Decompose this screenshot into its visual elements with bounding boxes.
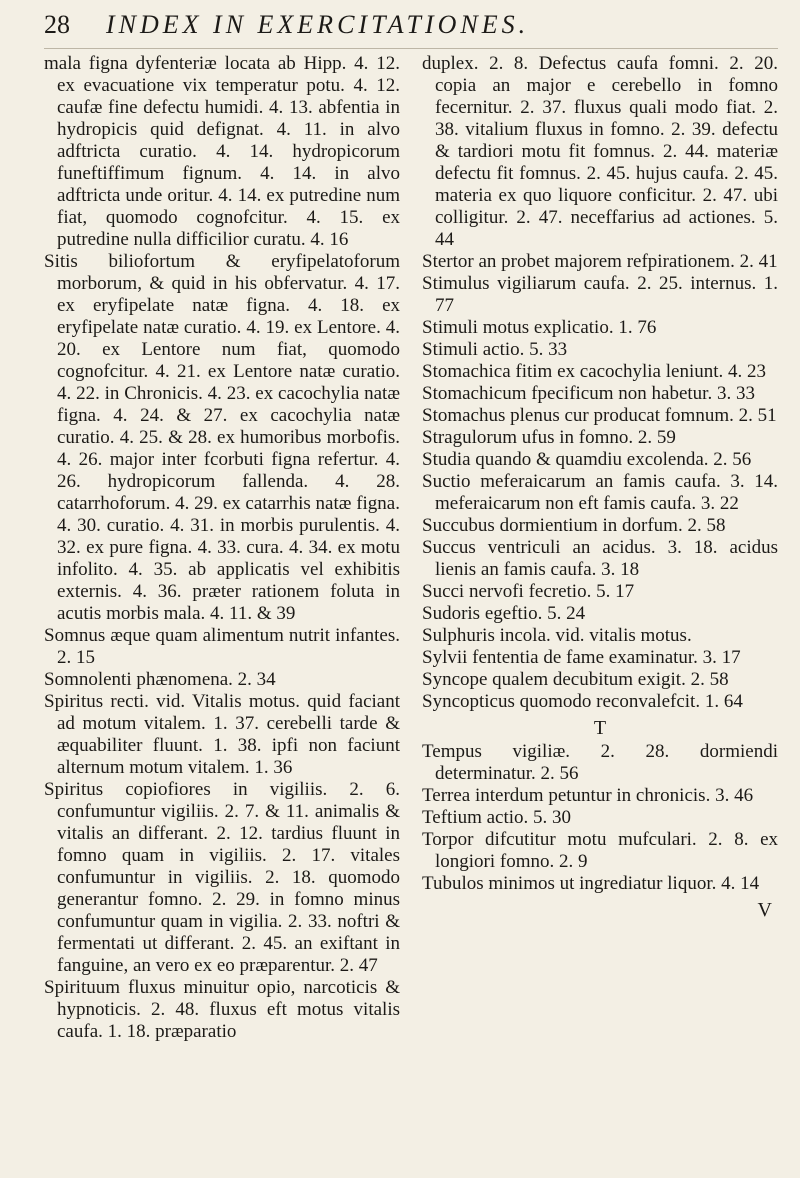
index-entry: Stimuli motus explicatio. 1. 76	[422, 317, 657, 338]
index-entry: Stomachica fitim ex cacochylia leniunt. 4. 23	[422, 361, 767, 382]
index-entry: Sylvii fententia de fame examinatur. 3. 17	[422, 647, 741, 668]
index-entry: Studia quando & quamdiu excolenda. 2. 56	[422, 449, 752, 470]
right-entries-t	[422, 741, 778, 895]
left-column	[44, 53, 400, 1043]
index-entry: Sitis biliofortum & eryfipelatoforum morborum, & quid in his obfervatur. 4. 17. ex eryfipelate natæ figna. 4. 18. ex eryfipelate natæ curatio. 4. 19. ex Lentore. 4. 20. ex Lentore num fiat, quomodo cognofcitur. 4. 21. ex Lentore natæ curatio. 4. 22. in Chronicis. 4. 23. ex cacochylia natæ figna. 4. 24. & 27. ex cacochylia natæ curatio. 4. 25. & 28. ex humoribus morbofis. 4. 26. major inter fcorbuti figna refertur. 4. 26. hydropicorum fallenda. 4. 28. catarrhoforum. 4. 29. ex catarrhis natæ figna. 4. 30. curatio. 4. 31. in morbis purulentis. 4. 32. ex pure figna. 4. 33. cura. 4. 34. ex motu infolito. 4. 35. ab applicatis vel exhibitis externis. 4. 36. præter rationem foluta in acutis morbis mala. 4. 11. & 39	[44, 251, 400, 624]
index-entry: Stomachicum fpecificum non habetur. 3. 33	[422, 383, 755, 404]
section-letter-t: T	[593, 717, 607, 739]
index-entry: Sulphuris incola. vid. vitalis motus.	[422, 625, 692, 646]
running-header	[44, 8, 778, 49]
index-entry: Spiritus copiofiores in vigiliis. 2. 6. confumuntur vigiliis. 2. 7. & 11. animalis & vitalis an differant. 2. 12. tardius fluunt in fomno quam in vigiliis. 2. 17. vitales confumuntur in vigiliis. 2. 18. quomodo generantur fomno. 2. 29. in fomno minus confumuntur quam in vigilia. 2. 33. noftri & fermentati ut differant. 2. 45. an exiftant in fanguine, an vero ex eo præparentur. 2. 47	[44, 779, 400, 976]
index-entry: Syncopticus quomodo reconvalefcit. 1. 64	[422, 691, 743, 712]
index-entry: Stimulus vigiliarum caufa. 2. 25. internus. 1. 77	[422, 273, 778, 316]
index-entry: Spiritus recti. vid. Vitalis motus. quid faciant ad motum vitalem. 1. 37. cerebelli tarde & æquabiliter fluunt. 1. 38. ipfi non faciunt alternum motum vitalem. 1. 36	[44, 691, 400, 778]
right-entries-s	[422, 53, 778, 713]
index-entry: Succubus dormientium in dorfum. 2. 58	[422, 515, 726, 536]
index-entry: Suctio meferaicarum an famis caufa. 3. 14. meferaicarum non eft famis caufa. 3. 22	[422, 471, 778, 514]
right-column	[422, 53, 778, 1043]
index-entry: Syncope qualem decubitum exigit. 2. 58	[422, 669, 729, 690]
index-entry: Somnolenti phænomena. 2. 34	[44, 669, 276, 690]
running-title: INDEX IN EXERCITATIONES.	[106, 10, 530, 39]
index-entry: Spirituum fluxus minuitur opio, narcoticis & hypnoticis. 2. 48. fluxus eft motus vitalis caufa. 1. 18. præparatio	[44, 977, 400, 1042]
index-entry: Teftium actio. 5. 30	[422, 807, 572, 828]
index-entry: Succi nervofi fecretio. 5. 17	[422, 581, 635, 602]
index-entry: Stragulorum ufus in fomno. 2. 59	[422, 427, 676, 448]
index-columns	[44, 53, 778, 1043]
index-entry: Stomachus plenus cur producat fomnum. 2. 51	[422, 405, 777, 426]
index-entry: mala figna dyfenteriæ locata ab Hipp. 4. 12. ex evacuatione vix temperatur potu. 4. 12. caufæ fine defectu humidi. 4. 13. abfentia in hydropicis quid defignat. 4. 11. in alvo adftricta curatio. 4. 14. hydropicorum funeftiffimum fignum. 4. 14. in alvo adftricta unde oritur. 4. 14. ex putredine num fiat, quomodo cognofcitur. 4. 15. ex putredine nulla difficilior curatu. 4. 16	[44, 53, 400, 250]
index-entry: Somnus æque quam alimentum nutrit infantes. 2. 15	[44, 625, 400, 668]
index-entry: Stimuli actio. 5. 33	[422, 339, 568, 360]
index-entry: Sudoris egeftio. 5. 24	[422, 603, 586, 624]
index-entry: Tempus vigiliæ. 2. 28. dormiendi determinatur. 2. 56	[422, 741, 778, 784]
index-entry: Terrea interdum petuntur in chronicis. 3. 46	[422, 785, 754, 806]
index-entry: Succus ventriculi an acidus. 3. 18. acidus lienis an famis caufa. 3. 18	[422, 537, 778, 580]
catchword: V	[757, 899, 772, 921]
index-entry: Torpor difcutitur motu mufculari. 2. 8. ex longiori fomno. 2. 9	[422, 829, 778, 872]
index-entry: duplex. 2. 8. Defectus caufa fomni. 2. 20. copia an major e cerebello in fomno fecernitur. 2. 37. fluxus quali modo fiat. 2. 38. vitalium fluxus in fomno. 2. 39. defectu & tardiori motu fit fomnus. 2. 44. materiæ defectu fit fomnus. 2. 45. hujus caufa. 2. 45. materia ex quo liquore conficitur. 2. 47. ubi colligitur. 2. 47. neceffarius ad actiones. 5. 44	[422, 53, 778, 250]
index-entry: Tubulos minimos ut ingrediatur liquor. 4. 14	[422, 873, 760, 894]
page-number: 28	[44, 10, 70, 39]
index-entry: Stertor an probet majorem refpirationem. 2. 41	[422, 251, 778, 272]
